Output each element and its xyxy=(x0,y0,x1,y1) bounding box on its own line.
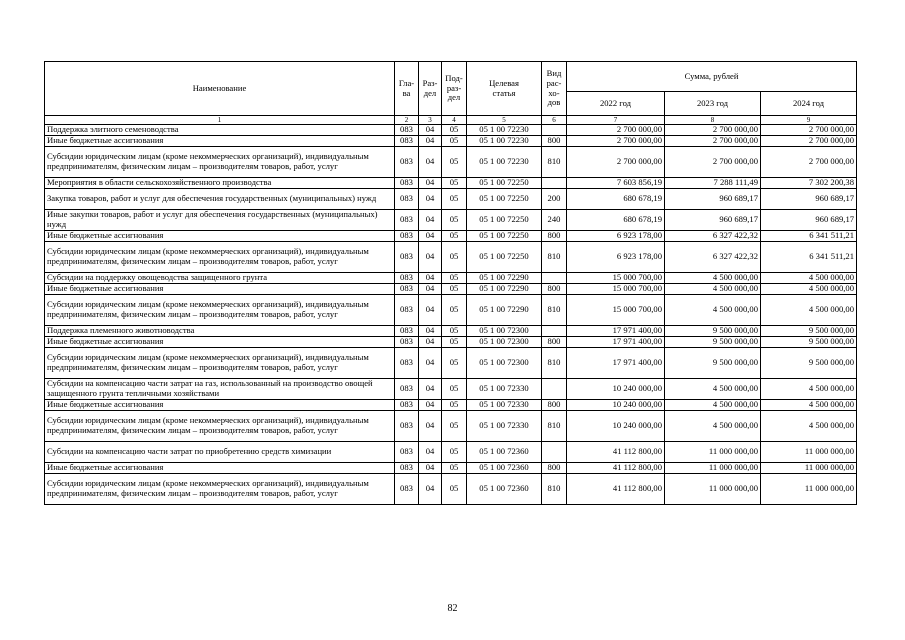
row-glava: 083 xyxy=(395,326,419,337)
row-sum-2022: 17 971 400,00 xyxy=(567,348,665,379)
table-row xyxy=(45,125,857,136)
row-sum-2024: 9 500 000,00 xyxy=(761,337,857,348)
row-vid xyxy=(542,326,567,337)
row-razdel: 04 xyxy=(419,231,442,242)
row-sum-2024: 2 700 000,00 xyxy=(761,125,857,136)
row-vid xyxy=(542,442,567,463)
row-sum-2023: 4 500 000,00 xyxy=(665,379,761,400)
row-sum-2023: 2 700 000,00 xyxy=(665,136,761,147)
row-vid xyxy=(542,125,567,136)
row-sum-2023: 9 500 000,00 xyxy=(665,337,761,348)
row-sum-2024: 9 500 000,00 xyxy=(761,326,857,337)
row-podrazdel: 05 xyxy=(442,136,467,147)
row-razdel: 04 xyxy=(419,242,442,273)
row-sum-2022: 2 700 000,00 xyxy=(567,136,665,147)
row-podrazdel: 05 xyxy=(442,147,467,178)
row-target: 05 1 00 72250 xyxy=(467,178,542,189)
row-sum-2023: 6 327 422,32 xyxy=(665,231,761,242)
column-number: 3 xyxy=(419,116,442,125)
row-sum-2022: 6 923 178,00 xyxy=(567,231,665,242)
row-vid: 800 xyxy=(542,231,567,242)
column-number: 4 xyxy=(442,116,467,125)
row-sum-2022: 17 971 400,00 xyxy=(567,337,665,348)
row-glava: 083 xyxy=(395,463,419,474)
row-podrazdel: 05 xyxy=(442,273,467,284)
row-name: Субсидии на компенсацию части затрат на газ, использованный на производство овощей защищенного грунта тепличными хозяйствами xyxy=(45,379,395,400)
row-sum-2023: 6 327 422,32 xyxy=(665,242,761,273)
row-sum-2022: 17 971 400,00 xyxy=(567,326,665,337)
row-razdel: 04 xyxy=(419,348,442,379)
row-razdel: 04 xyxy=(419,442,442,463)
row-vid: 800 xyxy=(542,284,567,295)
row-podrazdel: 05 xyxy=(442,400,467,411)
table-row xyxy=(45,231,857,242)
row-sum-2024: 960 689,17 xyxy=(761,210,857,231)
table-row xyxy=(45,295,857,326)
row-target: 05 1 00 72250 xyxy=(467,210,542,231)
row-vid: 810 xyxy=(542,411,567,442)
row-vid: 800 xyxy=(542,400,567,411)
column-number: 7 xyxy=(567,116,665,125)
row-vid xyxy=(542,379,567,400)
row-glava: 083 xyxy=(395,284,419,295)
header-podrazdel: Под- раз- дел xyxy=(442,62,467,116)
row-sum-2023: 4 500 000,00 xyxy=(665,295,761,326)
row-sum-2022: 15 000 700,00 xyxy=(567,295,665,326)
row-vid: 800 xyxy=(542,136,567,147)
row-glava: 083 xyxy=(395,411,419,442)
row-target: 05 1 00 72330 xyxy=(467,411,542,442)
row-podrazdel: 05 xyxy=(442,474,467,505)
row-podrazdel: 05 xyxy=(442,178,467,189)
row-name: Иные бюджетные ассигнования xyxy=(45,463,395,474)
table-row xyxy=(45,178,857,189)
row-sum-2022: 10 240 000,00 xyxy=(567,379,665,400)
row-razdel: 04 xyxy=(419,136,442,147)
row-podrazdel: 05 xyxy=(442,463,467,474)
row-razdel: 04 xyxy=(419,284,442,295)
row-podrazdel: 05 xyxy=(442,411,467,442)
row-name: Поддержка племенного животноводства xyxy=(45,326,395,337)
table-row xyxy=(45,442,857,463)
column-number: 2 xyxy=(395,116,419,125)
row-sum-2023: 9 500 000,00 xyxy=(665,348,761,379)
row-name: Мероприятия в области сельскохозяйственного производства xyxy=(45,178,395,189)
row-target: 05 1 00 72300 xyxy=(467,337,542,348)
row-sum-2023: 960 689,17 xyxy=(665,210,761,231)
row-name: Субсидии юридическим лицам (кроме некоммерческих организаций), индивидуальным предпринимателям, физическим лицам – производителям товаров, работ, услуг xyxy=(45,295,395,326)
row-vid: 240 xyxy=(542,210,567,231)
row-sum-2024: 4 500 000,00 xyxy=(761,379,857,400)
row-target: 05 1 00 72290 xyxy=(467,284,542,295)
row-sum-2022: 41 112 800,00 xyxy=(567,474,665,505)
row-name: Субсидии юридическим лицам (кроме некоммерческих организаций), индивидуальным предпринимателям, физическим лицам – производителям товаров, работ, услуг xyxy=(45,411,395,442)
table-row xyxy=(45,463,857,474)
row-glava: 083 xyxy=(395,474,419,505)
table-row xyxy=(45,348,857,379)
row-target: 05 1 00 72250 xyxy=(467,242,542,273)
row-podrazdel: 05 xyxy=(442,125,467,136)
row-sum-2023: 960 689,17 xyxy=(665,189,761,210)
row-sum-2023: 7 288 111,49 xyxy=(665,178,761,189)
row-sum-2023: 11 000 000,00 xyxy=(665,474,761,505)
table-row xyxy=(45,284,857,295)
row-razdel: 04 xyxy=(419,210,442,231)
row-target: 05 1 00 72330 xyxy=(467,379,542,400)
row-target: 05 1 00 72290 xyxy=(467,295,542,326)
row-glava: 083 xyxy=(395,337,419,348)
row-sum-2024: 9 500 000,00 xyxy=(761,348,857,379)
column-number: 6 xyxy=(542,116,567,125)
row-podrazdel: 05 xyxy=(442,326,467,337)
row-name: Субсидии юридическим лицам (кроме некоммерческих организаций), индивидуальным предпринимателям, физическим лицам – производителям товаров, работ, услуг xyxy=(45,242,395,273)
header-glava: Гла- ва xyxy=(395,62,419,116)
row-sum-2024: 4 500 000,00 xyxy=(761,295,857,326)
row-sum-2024: 2 700 000,00 xyxy=(761,147,857,178)
row-vid: 800 xyxy=(542,337,567,348)
row-target: 05 1 00 72290 xyxy=(467,273,542,284)
table-row xyxy=(45,147,857,178)
row-target: 05 1 00 72230 xyxy=(467,125,542,136)
row-target: 05 1 00 72230 xyxy=(467,147,542,178)
row-podrazdel: 05 xyxy=(442,242,467,273)
row-razdel: 04 xyxy=(419,379,442,400)
row-name: Субсидии юридическим лицам (кроме некоммерческих организаций), индивидуальным предпринимателям, физическим лицам – производителям товаров, работ, услуг xyxy=(45,348,395,379)
row-sum-2022: 41 112 800,00 xyxy=(567,442,665,463)
budget-table xyxy=(44,61,857,505)
row-sum-2023: 4 500 000,00 xyxy=(665,273,761,284)
row-target: 05 1 00 72360 xyxy=(467,463,542,474)
table-row xyxy=(45,326,857,337)
row-target: 05 1 00 72250 xyxy=(467,231,542,242)
row-sum-2023: 2 700 000,00 xyxy=(665,125,761,136)
row-glava: 083 xyxy=(395,231,419,242)
row-razdel: 04 xyxy=(419,400,442,411)
row-name: Иные закупки товаров, работ и услуг для обеспечения государственных (муниципальных) нужд xyxy=(45,210,395,231)
row-name: Субсидии юридическим лицам (кроме некоммерческих организаций), индивидуальным предпринимателям, физическим лицам – производителям товаров, работ, услуг xyxy=(45,474,395,505)
column-number: 8 xyxy=(665,116,761,125)
row-razdel: 04 xyxy=(419,463,442,474)
header-2022: 2022 год xyxy=(567,92,665,116)
row-razdel: 04 xyxy=(419,337,442,348)
column-number: 9 xyxy=(761,116,857,125)
row-vid: 810 xyxy=(542,474,567,505)
row-name: Поддержка элитного семеноводства xyxy=(45,125,395,136)
row-podrazdel: 05 xyxy=(442,295,467,326)
row-sum-2022: 6 923 178,00 xyxy=(567,242,665,273)
row-vid: 200 xyxy=(542,189,567,210)
row-glava: 083 xyxy=(395,379,419,400)
table-row xyxy=(45,411,857,442)
row-sum-2022: 680 678,19 xyxy=(567,210,665,231)
row-sum-2024: 7 302 200,38 xyxy=(761,178,857,189)
row-glava: 083 xyxy=(395,125,419,136)
table-row xyxy=(45,474,857,505)
row-sum-2024: 11 000 000,00 xyxy=(761,463,857,474)
row-sum-2022: 15 000 700,00 xyxy=(567,273,665,284)
row-glava: 083 xyxy=(395,400,419,411)
row-sum-2022: 41 112 800,00 xyxy=(567,463,665,474)
row-glava: 083 xyxy=(395,348,419,379)
row-vid xyxy=(542,273,567,284)
row-name: Закупка товаров, работ и услуг для обеспечения государственных (муниципальных) нужд xyxy=(45,189,395,210)
row-sum-2023: 9 500 000,00 xyxy=(665,326,761,337)
table-row xyxy=(45,242,857,273)
row-sum-2022: 2 700 000,00 xyxy=(567,125,665,136)
row-name: Субсидии на компенсацию части затрат по приобретению средств химизации xyxy=(45,442,395,463)
row-glava: 083 xyxy=(395,147,419,178)
row-podrazdel: 05 xyxy=(442,189,467,210)
row-sum-2024: 6 341 511,21 xyxy=(761,231,857,242)
row-sum-2024: 11 000 000,00 xyxy=(761,474,857,505)
row-razdel: 04 xyxy=(419,326,442,337)
header-name: Наименование xyxy=(45,62,395,116)
row-sum-2024: 2 700 000,00 xyxy=(761,136,857,147)
row-glava: 083 xyxy=(395,442,419,463)
row-glava: 083 xyxy=(395,178,419,189)
row-sum-2024: 4 500 000,00 xyxy=(761,284,857,295)
row-razdel: 04 xyxy=(419,411,442,442)
row-vid: 810 xyxy=(542,348,567,379)
row-target: 05 1 00 72360 xyxy=(467,474,542,505)
row-razdel: 04 xyxy=(419,295,442,326)
row-sum-2022: 680 678,19 xyxy=(567,189,665,210)
row-name: Субсидии юридическим лицам (кроме некоммерческих организаций), индивидуальным предпринимателям, физическим лицам – производителям товаров, работ, услуг xyxy=(45,147,395,178)
row-target: 05 1 00 72300 xyxy=(467,326,542,337)
row-sum-2024: 960 689,17 xyxy=(761,189,857,210)
row-name: Иные бюджетные ассигнования xyxy=(45,136,395,147)
row-razdel: 04 xyxy=(419,125,442,136)
column-number: 5 xyxy=(467,116,542,125)
row-vid: 810 xyxy=(542,147,567,178)
table-row xyxy=(45,400,857,411)
row-sum-2023: 4 500 000,00 xyxy=(665,411,761,442)
row-podrazdel: 05 xyxy=(442,231,467,242)
row-podrazdel: 05 xyxy=(442,348,467,379)
row-sum-2024: 4 500 000,00 xyxy=(761,273,857,284)
header-razdel: Раз- дел xyxy=(419,62,442,116)
row-sum-2023: 11 000 000,00 xyxy=(665,463,761,474)
row-sum-2023: 2 700 000,00 xyxy=(665,147,761,178)
row-podrazdel: 05 xyxy=(442,210,467,231)
row-glava: 083 xyxy=(395,136,419,147)
row-sum-2024: 4 500 000,00 xyxy=(761,400,857,411)
row-podrazdel: 05 xyxy=(442,284,467,295)
row-razdel: 04 xyxy=(419,189,442,210)
header-sum: Сумма, рублей xyxy=(567,62,857,92)
row-name: Субсидии на поддержку овощеводства защищенного грунта xyxy=(45,273,395,284)
row-name: Иные бюджетные ассигнования xyxy=(45,400,395,411)
column-number: 1 xyxy=(45,116,395,125)
table-row xyxy=(45,210,857,231)
row-sum-2022: 7 603 856,19 xyxy=(567,178,665,189)
row-name: Иные бюджетные ассигнования xyxy=(45,337,395,348)
row-razdel: 04 xyxy=(419,474,442,505)
row-glava: 083 xyxy=(395,242,419,273)
row-vid xyxy=(542,178,567,189)
column-number-row xyxy=(45,116,857,125)
header-2024: 2024 год xyxy=(761,92,857,116)
header-target: Целевая статья xyxy=(467,62,542,116)
row-vid: 800 xyxy=(542,463,567,474)
row-razdel: 04 xyxy=(419,178,442,189)
row-glava: 083 xyxy=(395,295,419,326)
row-target: 05 1 00 72330 xyxy=(467,400,542,411)
row-sum-2022: 10 240 000,00 xyxy=(567,411,665,442)
row-glava: 083 xyxy=(395,273,419,284)
table-row xyxy=(45,136,857,147)
row-vid: 810 xyxy=(542,295,567,326)
table-row xyxy=(45,273,857,284)
header-vid: Вид рас- хо- дов xyxy=(542,62,567,116)
header-2023: 2023 год xyxy=(665,92,761,116)
table-row xyxy=(45,379,857,400)
row-sum-2023: 4 500 000,00 xyxy=(665,284,761,295)
row-glava: 083 xyxy=(395,210,419,231)
table-body xyxy=(45,125,857,505)
row-sum-2024: 4 500 000,00 xyxy=(761,411,857,442)
row-vid: 810 xyxy=(542,242,567,273)
row-podrazdel: 05 xyxy=(442,337,467,348)
row-target: 05 1 00 72300 xyxy=(467,348,542,379)
row-razdel: 04 xyxy=(419,273,442,284)
row-target: 05 1 00 72250 xyxy=(467,189,542,210)
table-row xyxy=(45,337,857,348)
row-name: Иные бюджетные ассигнования xyxy=(45,284,395,295)
row-razdel: 04 xyxy=(419,147,442,178)
row-sum-2024: 11 000 000,00 xyxy=(761,442,857,463)
table-row xyxy=(45,189,857,210)
row-podrazdel: 05 xyxy=(442,379,467,400)
row-target: 05 1 00 72230 xyxy=(467,136,542,147)
row-sum-2022: 15 000 700,00 xyxy=(567,284,665,295)
row-sum-2022: 2 700 000,00 xyxy=(567,147,665,178)
row-podrazdel: 05 xyxy=(442,442,467,463)
row-sum-2024: 6 341 511,21 xyxy=(761,242,857,273)
row-glava: 083 xyxy=(395,189,419,210)
row-target: 05 1 00 72360 xyxy=(467,442,542,463)
row-name: Иные бюджетные ассигнования xyxy=(45,231,395,242)
row-sum-2023: 11 000 000,00 xyxy=(665,442,761,463)
page-number: 82 xyxy=(447,603,458,614)
row-sum-2022: 10 240 000,00 xyxy=(567,400,665,411)
row-sum-2023: 4 500 000,00 xyxy=(665,400,761,411)
